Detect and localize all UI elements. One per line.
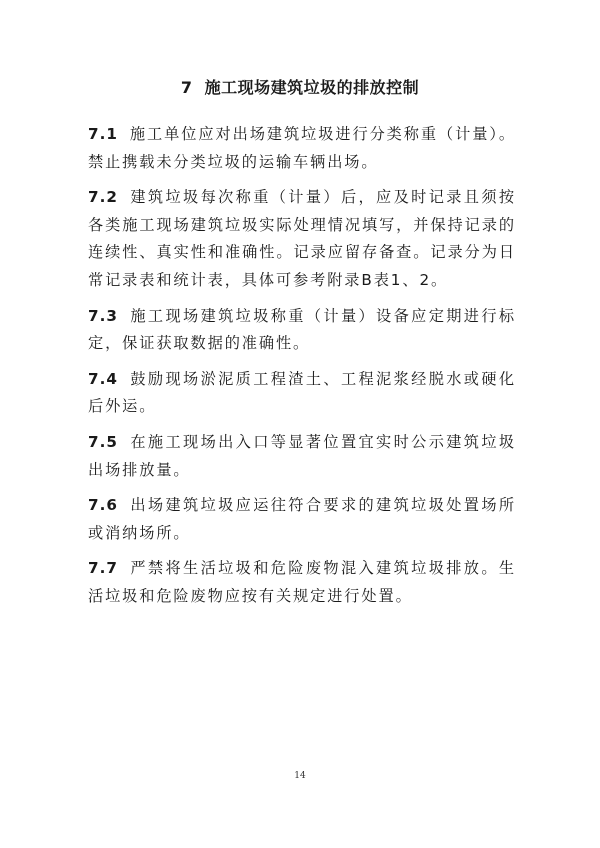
clause-7-5 (88, 429, 516, 484)
clause-number: 7.6 (88, 496, 118, 515)
clause-list (88, 121, 516, 619)
clause-text: 鼓励现场淤泥质工程渣土、工程泥浆经脱水或硬化后外运。 (88, 369, 516, 416)
clause-number: 7.3 (88, 306, 118, 325)
clause-text: 在施工现场出入口等显著位置宜实时公示建筑垃圾出场排放量。 (88, 432, 516, 479)
clause-7-4 (88, 366, 516, 421)
clause-number: 7.5 (88, 432, 118, 451)
clause-7-3 (88, 303, 516, 358)
clause-text: 施工单位应对出场建筑垃圾进行分类称重（计量）。禁止携载未分类垃圾的运输车辆出场。 (88, 125, 516, 171)
clause-text: 出场建筑垃圾应运往符合要求的建筑垃圾处置场所或消纳场所。 (88, 496, 516, 542)
chapter-title-text: 施工现场建筑垃圾的排放控制 (204, 78, 420, 97)
clause-7-6 (88, 492, 516, 547)
page-number: 14 (294, 771, 306, 781)
clause-number: 7.7 (88, 559, 118, 578)
chapter-title (0, 76, 600, 100)
clause-7-7 (88, 555, 516, 610)
clause-number: 7.2 (88, 188, 118, 207)
clause-text: 建筑垃圾每次称重（计量）后，应及时记录且须按各类施工现场建筑垃圾实际处理情况填写，并保持记录的连续性、真实性和准确性。记录应留存备查。记录分为日常记录表和统计表，具体可参考附录B表1、2。 (88, 188, 516, 289)
clause-number: 7.4 (88, 369, 118, 388)
clause-7-1 (88, 121, 516, 176)
clause-7-2 (88, 184, 516, 294)
clause-text: 施工现场建筑垃圾称重（计量）设备应定期进行标定，保证获取数据的准确性。 (88, 306, 516, 353)
chapter-number: 7 (180, 78, 193, 97)
clause-number: 7.1 (88, 125, 118, 143)
clause-text: 严禁将生活垃圾和危险废物混入建筑垃圾排放。生活垃圾和危险废物应按有关规定进行处置。 (88, 559, 516, 605)
